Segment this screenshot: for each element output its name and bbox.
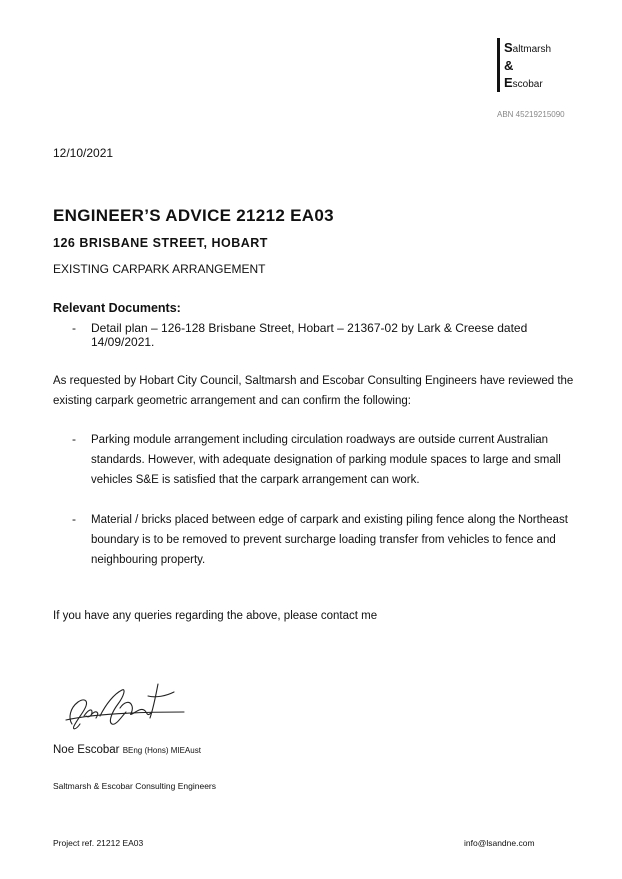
logo-line-escobar: Escobar [504,75,543,90]
abn-number: ABN 45219215090 [497,110,565,119]
intro-paragraph: As requested by Hobart City Council, Saltmarsh and Escobar Consulting Engineers have reviewed the existing carpark geometric arrangement and can confirm the following: [53,375,574,407]
signatory-line [53,744,201,756]
finding-item-bricks-removal: Material / bricks placed between edge of carpark and existing piling fence along the Northeast boundary is to be removed to prevent surcharge loading transfer from vehicles to fence and neighbouring property. [91,514,568,566]
logo-line-ampersand: & [504,58,514,73]
footer-email: info@lsandne.com [464,838,535,848]
site-address: 126 BRISBANE STREET, HOBART [53,236,268,250]
signatory-credentials: BEng (Hons) MIEAust [122,746,201,755]
logo-line-saltmarsh: Saltmarsh [504,40,552,55]
subject-line: EXISTING CARPARK ARRANGEMENT [53,262,266,276]
finding-item-parking-module: Parking module arrangement including circulation roadways are outside current Australian standards. However, with adequate designation of parking module spaces to large and small vehicles S&E is satisfied that the carpark arrangement can work. [91,434,561,486]
bullet-dash: - [72,321,76,335]
logo-bar [497,38,500,92]
bullet-dash: - [72,432,76,446]
relevant-documents-heading: Relevant Documents: [53,301,181,315]
bullet-dash: - [72,512,76,526]
footer-project-ref: Project ref. 21212 EA03 [53,838,144,848]
company-name: Saltmarsh & Escobar Consulting Engineers [53,781,216,791]
signatory-name: Noe Escobar [53,744,120,756]
handwritten-signature [62,678,192,736]
closing-line: If you have any queries regarding the above, please contact me [53,610,378,622]
relevant-document-item: Detail plan – 126-128 Brisbane Street, Hobart – 21367-02 by Lark & Creese dated 14/09/2021. [91,321,528,349]
document-title: ENGINEER’S ADVICE 21212 EA03 [53,206,334,225]
letter-date: 12/10/2021 [53,146,114,160]
